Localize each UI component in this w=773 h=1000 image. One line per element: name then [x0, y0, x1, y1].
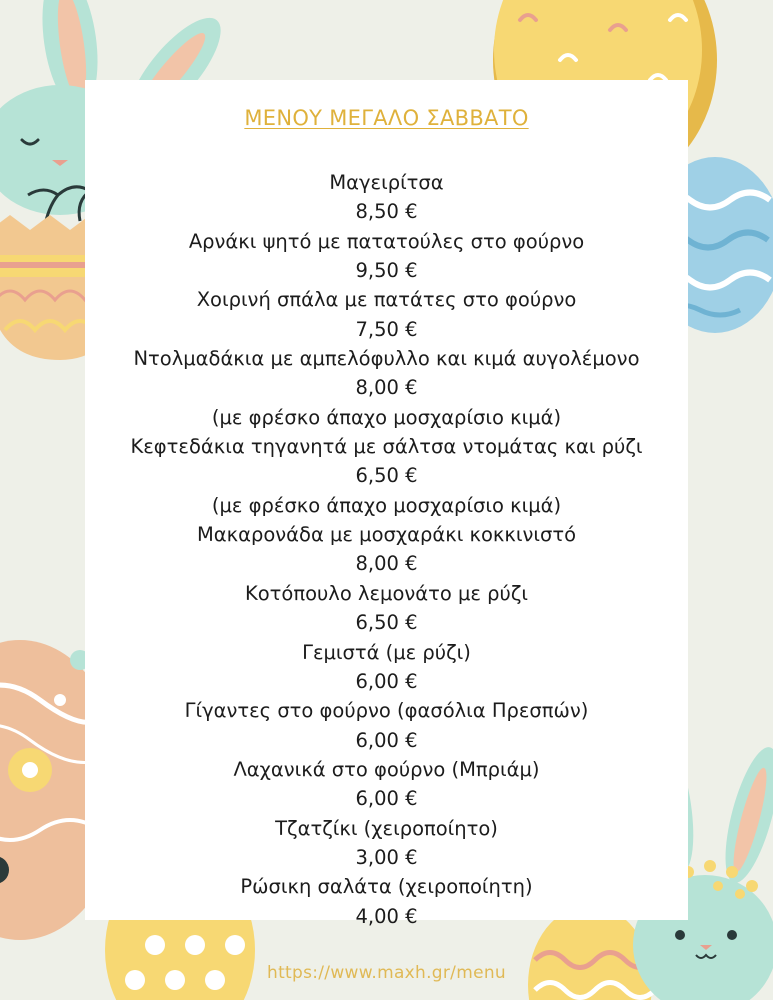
menu-item-price: 6,00 € [355, 728, 418, 752]
menu-item-name: Ρώσικη σαλάτα (χειροποίητη) [240, 875, 533, 899]
menu-item-price: 8,00 € [355, 552, 418, 576]
menu-title: ΜΕΝΟΥ ΜΕΓΑΛΟ ΣΑΒΒΑΤΟ [244, 106, 529, 130]
footer-link[interactable]: https://www.maxh.gr/menu [267, 963, 506, 983]
menu-item-price: 6,00 € [355, 787, 418, 811]
menu-item-name: Αρνάκι ψητό με πατατούλες στο φούρνο [188, 229, 585, 253]
menu-item-name: (με φρέσκο άπαχο μοσχαρίσιο κιμά) [211, 405, 562, 429]
menu-item-price: 6,00 € [355, 669, 418, 693]
menu-item-name: Γεμιστά (με ρύζι) [302, 640, 471, 664]
menu-item-price: 7,50 € [355, 317, 418, 341]
menu-item-name: (με φρέσκο άπαχο μοσχαρίσιο κιμά) [211, 493, 562, 517]
menu-item-price: 8,00 € [355, 376, 418, 400]
menu-item-price: 4,00 € [355, 904, 418, 928]
menu-item-name: Μακαρονάδα με μοσχαράκι κοκκινιστό [196, 523, 577, 547]
menu-item-price: 6,50 € [355, 464, 418, 488]
menu-item-price: 6,50 € [355, 611, 418, 635]
menu-item-name: Γίγαντες στο φούρνο (φασόλια Πρεσπών) [184, 699, 589, 723]
menu-item-price: 9,50 € [355, 259, 418, 283]
menu-item-name: Λαχανικά στο φούρνο (Μπριάμ) [233, 757, 540, 781]
menu-item-name: Κοτόπουλο λεμονάτο με ρύζι [244, 581, 529, 605]
menu-item-price: 3,00 € [355, 845, 418, 869]
menu-item-name: Τζατζίκι (χειροποίητο) [275, 816, 498, 840]
menu-item-name: Χοιρινή σπάλα με πατάτες στο φούρνο [196, 288, 577, 312]
menu-item-name: Κεφτεδάκια τηγανητά με σάλτσα ντομάτας και ρύζι [130, 435, 643, 459]
menu-list [85, 168, 688, 931]
menu-item-name: Μαγειρίτσα [329, 171, 444, 194]
menu-item-name: Ντολμαδάκια με αμπελόφυλλο και κιμά αυγολέμονο [133, 347, 640, 371]
menu-item-price: 8,50 € [355, 200, 418, 224]
